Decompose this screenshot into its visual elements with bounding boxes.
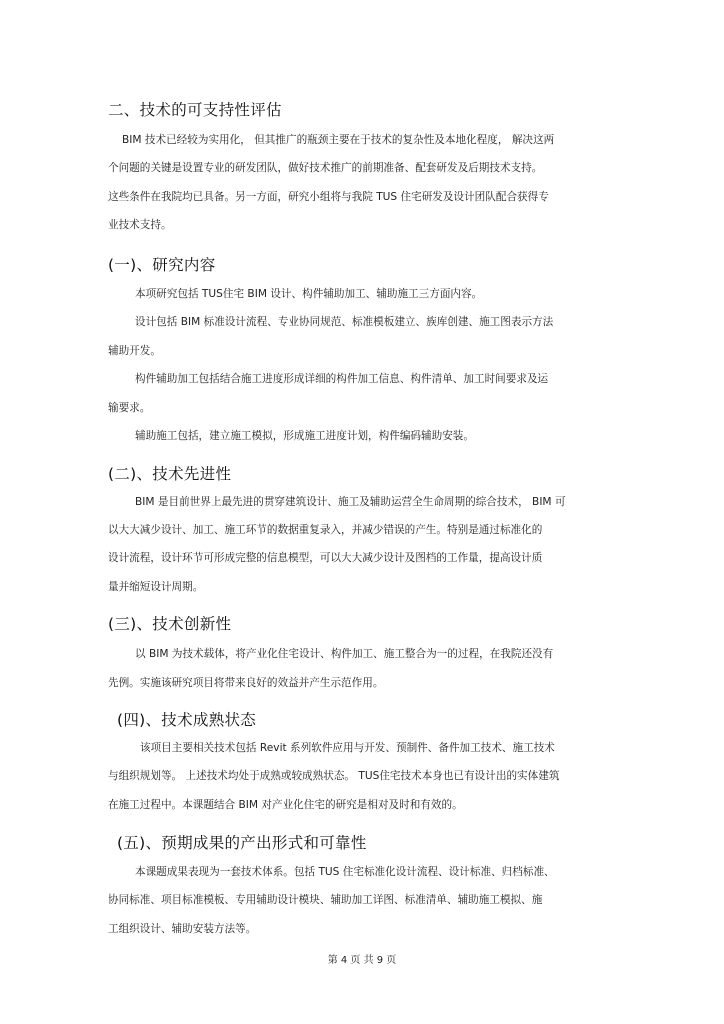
section-heading-maturity: (四)、技术成熟状态 — [117, 711, 257, 729]
paragraph-line: 与组织规划等。 上述技术均处于成熟或较成熟状态。 TUS住宅技术本身也已有设计出的实体建筑 — [108, 770, 560, 782]
paragraph-line: 构件辅助加工包括结合施工进度形成详细的构件加工信息、构件清单、加工时间要求及运 — [135, 373, 549, 385]
section-heading-advancement: (二)、技术先进性 — [108, 465, 232, 483]
paragraph-line: 辅助开发。 — [108, 345, 161, 357]
paragraph-line: BIM 是目前世界上最先进的贯穿建筑设计、施工及辅助运营全生命周期的综合技术， BIM 可 — [135, 496, 566, 508]
paragraph-line: 设计流程，设计环节可形成完整的信息模型，可以大大减少设计及图档的工作量，提高设计质 — [108, 552, 543, 564]
paragraph-line: 个问题的关键是设置专业的研发团队，做好技术推广的前期准备、配套研发及后期技术支持。 — [108, 162, 543, 174]
paragraph-line: 以大大减少设计、加工、施工环节的数据重复录入，并减少错误的产生。特别是通过标准化的 — [108, 524, 543, 536]
paragraph-line: 工组织设计、辅助安装方法等。 — [108, 923, 257, 935]
paragraph-line: BIM 技术已经较为实用化， 但其推广的瓶颈主要在于技术的复杂性及本地化程度， 解决这两 — [122, 134, 555, 146]
paragraph-line: 输要求。 — [108, 402, 151, 414]
paragraph-line: 这些条件在我院均已具备。另一方面，研究小组将与我院 TUS 住宅研发及设计团队配合获得专 — [108, 191, 549, 203]
paragraph-line: 本项研究包括 TUS住宅 BIM 设计、构件辅助加工、辅助施工三方面内容。 — [135, 288, 483, 300]
paragraph-line: 量并缩短设计周期。 — [108, 581, 204, 593]
paragraph-line: 本课题成果表现为一套技术体系。包括 TUS 住宅标准化设计流程、设计标准、归档标准、 — [135, 866, 555, 878]
section-heading-feasibility: 二、技术的可支持性评估 — [108, 101, 282, 119]
page-number-footer: 第 4 页 共 9 页 — [327, 955, 397, 966]
section-heading-innovation: (三)、技术创新性 — [108, 615, 232, 633]
paragraph-line: 协同标准、项目标准模板、专用辅助设计模块、辅助加工详图、标准清单、辅助施工模拟、施 — [108, 894, 543, 906]
paragraph-line: 先例。实施该研究项目将带来良好的效益并产生示范作用。 — [108, 677, 384, 689]
paragraph-line: 该项目主要相关技术包括 Revit 系列软件应用与开发、预制件、备件加工技术、施工技术 — [140, 742, 555, 754]
paragraph-line: 业技术支持。 — [108, 219, 172, 231]
paragraph-line: 以 BIM 为技术载体，将产业化住宅设计、构件加工、施工整合为一的过程，在我院还没有 — [135, 648, 554, 660]
paragraph-line: 设计包括 BIM 标准设计流程、专业协同规范、标准模板建立、族库创建、施工图表示方法 — [135, 316, 554, 328]
section-heading-research-content: (一)、研究内容 — [108, 256, 216, 274]
section-heading-expected-results: (五)、预期成果的产出形式和可靠性 — [117, 834, 367, 852]
paragraph-line: 在施工过程中。本课题结合 BIM 对产业化住宅的研究是相对及时和有效的。 — [108, 799, 463, 811]
paragraph-line: 辅助施工包括，建立施工模拟，形成施工进度计划，构件编码辅助安装。 — [135, 430, 474, 442]
